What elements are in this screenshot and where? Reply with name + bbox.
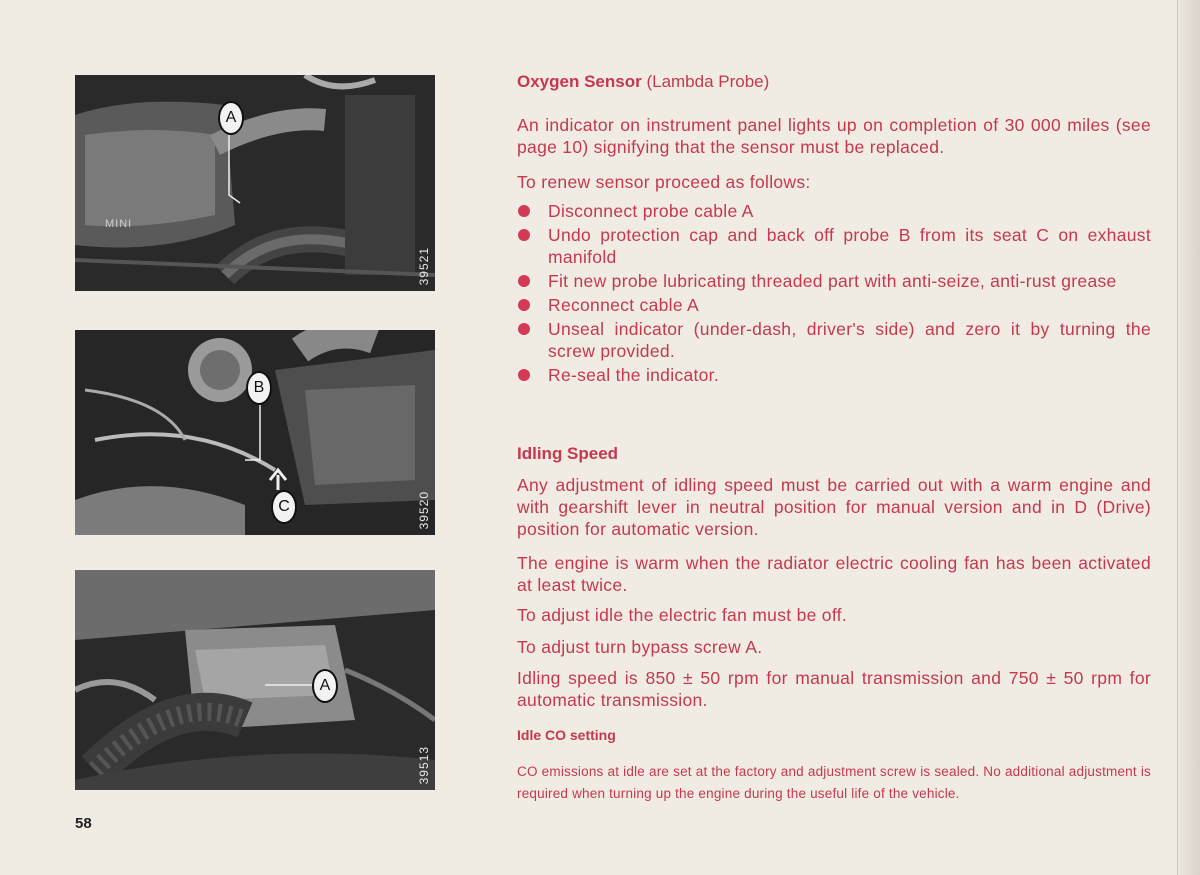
engine-badge-text: MINI — [105, 218, 133, 230]
oxygen-sensor-heading — [517, 72, 769, 92]
callout-A-fig3: A — [312, 669, 338, 703]
step-text: Re-seal the indicator. — [548, 365, 719, 385]
step-item — [517, 270, 1151, 292]
bullet-icon — [518, 275, 530, 287]
figure-number-2: 39520 — [417, 490, 431, 529]
page-number: 58 — [75, 815, 92, 832]
callout-B-fig2: B — [246, 371, 272, 405]
oxygen-para-2: To renew sensor proceed as follows: — [517, 172, 811, 192]
page-edge — [1178, 0, 1200, 875]
step-item — [517, 200, 1151, 222]
idling-para-4: To adjust turn bypass screw A. — [517, 637, 763, 657]
step-text: Undo protection cap and back off probe B from its seat C on exhaust manifold — [548, 225, 1151, 267]
oxygen-sensor-subtitle: (Lambda Probe) — [646, 72, 770, 91]
bullet-icon — [518, 323, 530, 335]
oxygen-sensor-title: Oxygen Sensor — [517, 72, 642, 91]
step-item — [517, 294, 1151, 316]
step-text: Fit new probe lubricating threaded part with anti-seize, anti-rust grease — [548, 271, 1117, 291]
figure-number-1: 39521 — [417, 246, 431, 285]
step-text: Reconnect cable A — [548, 295, 700, 315]
idling-para-1: Any adjustment of idling speed must be carried out with a warm engine and with gearshift lever in neutral position for manual version and in D (Drive) position for automatic version. — [517, 475, 1151, 539]
idling-para-3: To adjust idle the electric fan must be off. — [517, 605, 847, 625]
idling-para-5: Idling speed is 850 ± 50 rpm for manual transmission and 750 ± 50 rpm for automatic transmission. — [517, 668, 1151, 710]
bullet-icon — [518, 299, 530, 311]
engine-photo-3 — [75, 570, 435, 790]
idling-speed-heading: Idling Speed — [517, 444, 619, 463]
step-text: Unseal indicator (under-dash, driver's side) and zero it by turning the screw provided. — [548, 319, 1151, 361]
step-item — [517, 224, 1151, 268]
figure-number-3: 39513 — [417, 745, 431, 784]
oxygen-para-1: An indicator on instrument panel lights up on completion of 30 000 miles (see page 10) signifying that the sensor must be replaced. — [517, 115, 1151, 157]
step-item — [517, 364, 1151, 386]
bullet-icon — [518, 205, 530, 217]
step-item — [517, 318, 1151, 362]
callout-A-fig1: A — [218, 101, 244, 135]
engine-photo-2 — [75, 330, 435, 535]
idle-co-heading: Idle CO setting — [517, 727, 616, 743]
step-text: Disconnect probe cable A — [548, 201, 754, 221]
idle-co-text: CO emissions at idle are set at the factory and adjustment screw is sealed. No additional adjustment is required when turning up the engine during the useful life of the vehicle. — [517, 764, 1151, 801]
idling-para-2: The engine is warm when the radiator electric cooling fan has been activated at least twice. — [517, 553, 1151, 595]
procedure-steps — [517, 200, 1151, 388]
bullet-icon — [518, 229, 530, 241]
engine-photo-1 — [75, 75, 435, 291]
callout-C-fig2: C — [271, 490, 297, 524]
bullet-icon — [518, 369, 530, 381]
